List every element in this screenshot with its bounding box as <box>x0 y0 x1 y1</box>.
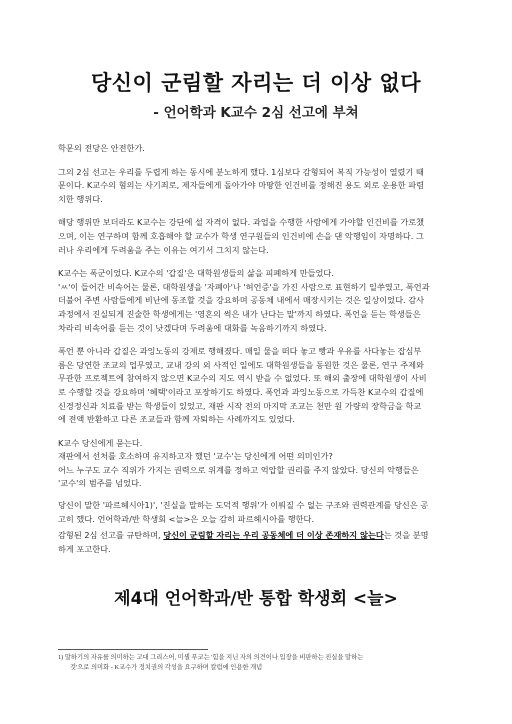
statement-body <box>58 142 454 556</box>
text-line: 무관한 프로젝트에 참여하지 않으면 K교수의 지도 역시 받을 수 없었다. 또 해외 출장에 대학원생이 사비 <box>58 373 427 384</box>
footnote-line: 것'으로 의미화 - K교수가 정치권의 각성을 요구하며 칼럼에 인용한 개념 <box>70 664 263 671</box>
document-title: 당신이 군림할 자리는 더 이상 없다 <box>90 71 422 95</box>
paragraph <box>58 166 454 207</box>
text-fragment: 감형된 2심 선고를 규탄하며, <box>58 530 164 541</box>
signature-student-council: 제4대 언어학과/반 통합 학생회 <늘> <box>114 589 398 610</box>
text-line: K교수는 폭군이었다. K교수의 '갑질'은 대학원생들의 삶을 피폐하게 만들었다. <box>58 268 334 279</box>
text-line: 과정에서 진실되게 진술한 학생에게는 '영혼의 썩은 내가 난다는 말'까지 하였다. 폭언을 듣는 학생들은 <box>58 308 421 319</box>
document-subtitle: - 언어학과 K교수 2심 선고에 부쳐 <box>153 105 359 121</box>
paragraph <box>58 345 454 427</box>
text-fragment: 는 것을 분명 <box>383 530 429 541</box>
text-line: 문이다. K교수의 혐의는 사기죄로, 제자들에게 돌아가야 마땅한 인건비를 정해진 용도 외로 운용한 파렴 <box>58 180 425 191</box>
text-line: 에 전액 반환하고 다른 조교들과 함께 자퇴하는 사례까지도 있었다. <box>58 414 295 425</box>
text-line: 그의 2심 선고는 우리를 두렵게 하는 동시에 분노하게 했다. 1심보다 감형되어 복직 가능성이 열렸기 때 <box>58 166 424 177</box>
text-line: K교수 당신에게 묻는다. <box>58 437 143 448</box>
text-line: 어느 누구도 교수 직위가 가지는 권력으로 위계를 정하고 억압할 권리를 주지 않았다. 당신의 악행들은 <box>58 464 419 475</box>
text-line: 'ㅆ'이 들어간 비속어는 물론, 대학원생을 '자폐아'나 '허언증'을 가진 사람으로 표현하기 일쑤였고, 폭언과 <box>58 281 430 292</box>
paragraph <box>58 499 454 526</box>
footnote-divider <box>58 649 208 650</box>
paragraph <box>58 142 454 156</box>
text-line: 해당 행위만 보더라도 K교수는 강단에 설 자격이 없다. 과업을 수행한 사람에게 가야할 인건비를 가로챘 <box>58 217 425 228</box>
text-line <box>58 529 454 543</box>
text-line: '교수'의 범주를 넘었다. <box>58 478 142 489</box>
underlined-statement: 당신이 군림할 자리는 우리 공동체에 더 이상 존재하지 않는다 <box>163 530 384 541</box>
text-line: 차라리 비속어를 듣는 것이 낫겠다며 두려움에 대화를 녹음하기까지 하였다. <box>58 322 327 333</box>
text-line: 더불어 주변 사람들에게 비난에 동조할 것을 강요하며 공동체 내에서 매장시키는 것은 일상이었다. 감사 <box>58 295 425 306</box>
paragraph <box>58 216 454 257</box>
text-line: 재판에서 선처를 호소하며 유지하고자 했던 '교수'는 당신에게 어떤 의미인가? <box>58 451 333 462</box>
text-line: 학문의 전당은 안전한가. <box>58 143 145 153</box>
footnote-line: 1) 말하기의 자유를 의미하는 고대 그리스어, 미셸 푸코는 '힘을 지닌 자의 의견이나 입장을 비판하는 진실을 말하는 <box>58 654 364 661</box>
footnote <box>58 653 472 673</box>
text-line: 으며, 이는 연구하며 함께 호흡해야 할 교수가 학생 연구원들의 인건비에 손을 댄 악행임이 자명하다. 그 <box>58 230 424 241</box>
text-line: 치한 행위다. <box>58 193 103 204</box>
text-line: 폭언 뿐 아니라 갑질은 과잉노동의 강제로 행해졌다. 매일 물을 떠다 놓고 빵과 우유를 사다놓는 잡심부 <box>58 346 422 357</box>
text-line: 고히 했다. 언어학과/반 학생회 <늘>은 오늘 감히 파르헤시아를 행한다. <box>58 513 315 524</box>
text-line: 름은 당연한 조교의 업무였고, 교내 강의 외 사적인 일에도 대학원생들을 동원한 것은 물론, 연구 주제와 <box>58 359 424 370</box>
paragraph <box>58 267 454 335</box>
text-line: 러나 우리에게 두려움을 주는 이유는 여기서 그치지 않는다. <box>58 244 269 255</box>
text-line: 하게 포고한다. <box>58 543 111 554</box>
text-line: 신경정신과 치료를 받는 학생들이 있었고, 재판 시작 전의 마지막 조교는 천만 원 가량의 장학금을 학교 <box>58 400 422 411</box>
paragraph <box>58 529 454 556</box>
text-line: 로 수행할 것을 강요하며 '혜택'이라고 포장하기도 하였다. 폭언과 과잉노동으로 가득찬 K교수의 갑질에 <box>58 386 424 397</box>
paragraph <box>58 437 454 491</box>
text-line: 당신이 말한 '파르헤시아1)', '진실을 말하는 도덕적 행위'가 이뤄질 수 없는 구조와 권력관계를 당신은 공 <box>58 500 429 511</box>
